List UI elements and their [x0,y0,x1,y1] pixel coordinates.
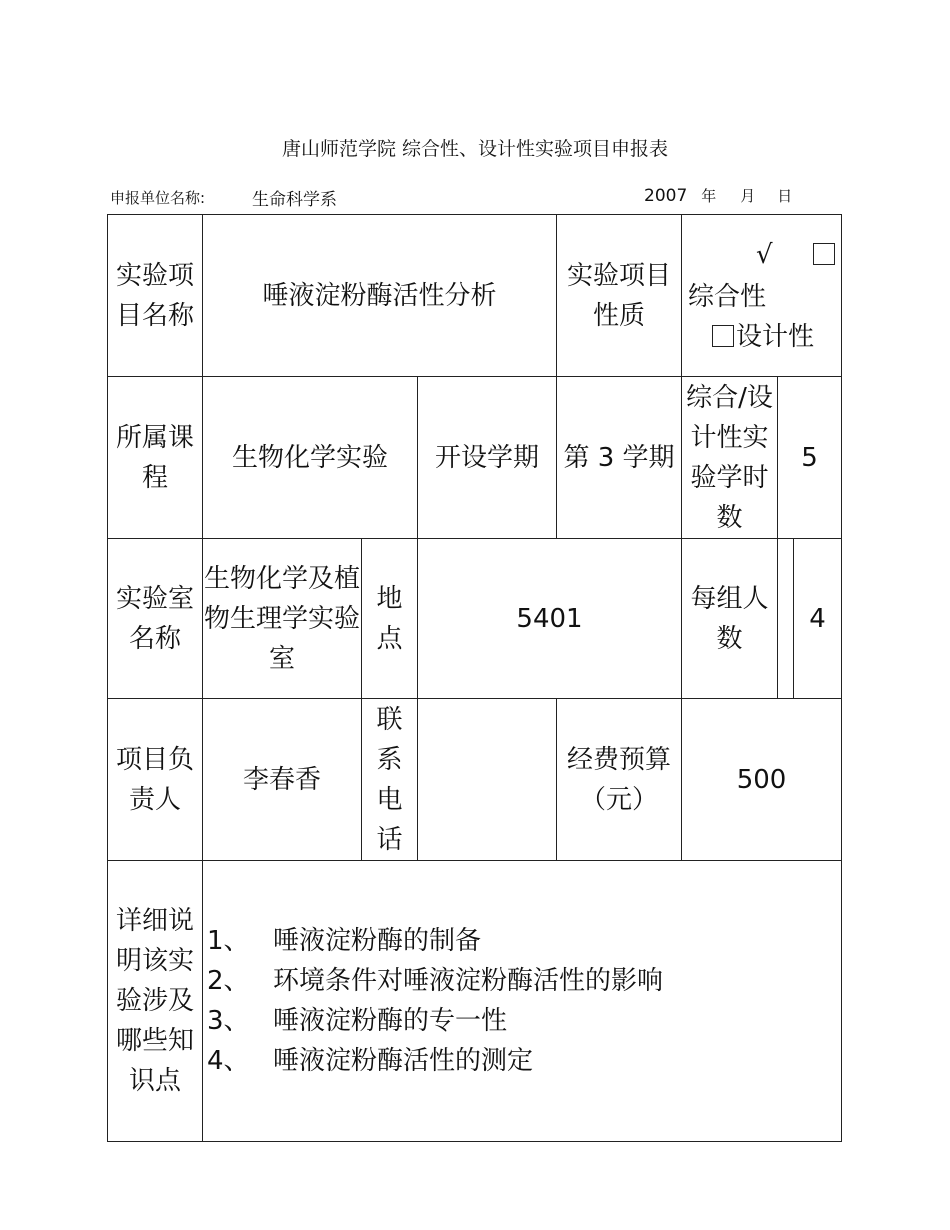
date-line [644,185,806,206]
project-name-value: 唾液淀粉酶活性分析 [203,215,557,377]
project-name-label: 实验项目名称 [108,215,203,377]
knowledge-label: 详细说明该实验涉及哪些知识点 [108,861,203,1142]
row-course [108,377,842,539]
course-value: 生物化学实验 [203,377,418,539]
nature-options [682,215,842,377]
list-item: 1、 唾液淀粉酶的制备 [207,926,482,956]
hours-value: 5 [778,377,842,539]
knowledge-list [203,861,842,1142]
unit-label: 申报单位名称: [110,189,206,207]
year-value: 2007 [644,186,688,206]
nature-option-design-label: 设计性 [736,322,815,352]
location-label: 地点 [362,539,418,699]
row-leader [108,699,842,861]
phone-label: 联系电话 [362,699,418,861]
checkbox-icon[interactable] [813,243,835,265]
row-knowledge [108,861,842,1142]
term-label: 开设学期 [418,377,557,539]
list-item: 4、 唾液淀粉酶活性的测定 [207,1046,534,1076]
hours-label: 综合/设计性实验学时数 [682,377,778,539]
phone-value [418,699,557,861]
lab-label: 实验室名称 [108,539,203,699]
month-char: 月 [740,187,756,205]
budget-value: 500 [682,699,842,861]
nature-option-comprehensive: 综合性 [688,282,767,312]
course-label: 所属课程 [108,377,203,539]
lab-value: 生物化学及植物生理学实验室 [203,539,362,699]
location-value: 5401 [418,539,682,699]
page-title: 唐山师范学院 综合性、设计性实验项目申报表 [281,138,669,160]
list-item: 3、 唾液淀粉酶的专一性 [207,1006,508,1036]
nature-label: 实验项目性质 [557,215,682,377]
group-label: 每组人数 [682,539,778,699]
checkbox-icon[interactable] [712,325,734,347]
leader-label: 项目负责人 [108,699,203,861]
leader-value: 李春香 [203,699,362,861]
day-char: 日 [777,187,793,205]
spacer-cell [778,539,794,699]
application-form-table [107,214,842,1142]
year-char: 年 [701,187,717,205]
budget-label: 经费预算（元） [557,699,682,861]
group-value: 4 [794,539,842,699]
term-value: 第 3 学期 [557,377,682,539]
check-mark-icon: √ [756,240,773,270]
list-item: 2、 环境条件对唾液淀粉酶活性的影响 [207,966,664,996]
row-project-name [108,215,842,377]
row-lab [108,539,842,699]
unit-value: 生命科学系 [252,190,337,210]
nature-option-design [712,317,814,357]
